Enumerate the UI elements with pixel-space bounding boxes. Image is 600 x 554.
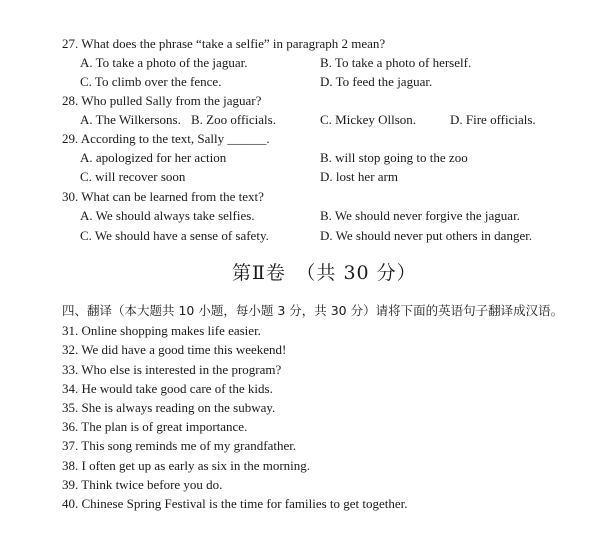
section-title: 第Ⅱ卷 （共 30 分） (232, 262, 417, 284)
translation-item-35: 35. She is always reading on the subway. (62, 400, 276, 415)
question-28-option-a: A. The Wilkersons. (80, 112, 181, 127)
question-28-option-c: C. Mickey Ollson. (320, 112, 417, 127)
translation-item-33: 33. Who else is interested in the program? (62, 362, 282, 377)
translation-item-40: 40. Chinese Spring Festival is the time for families to get together. (62, 496, 408, 511)
translation-item-36: 36. The plan is of great importance. (62, 419, 248, 434)
translation-item-37: 37. This song reminds me of my grandfather. (62, 438, 297, 453)
question-27-option-c: C. To climb over the fence. (80, 74, 222, 89)
question-29-option-d: D. lost her arm (320, 169, 398, 184)
question-30-stem: 30. What can be learned from the text? (62, 189, 264, 204)
translation-item-34: 34. He would take good care of the kids. (62, 381, 273, 396)
question-29-option-b: B. will stop going to the zoo (320, 150, 468, 165)
question-30-option-b: B. We should never forgive the jaguar. (320, 208, 520, 223)
question-30-option-a: A. We should always take selfies. (80, 208, 255, 223)
question-30-option-c: C. We should have a sense of safety. (80, 228, 269, 243)
question-27-stem: 27. What does the phrase “take a selfie” in paragraph 2 mean? (62, 36, 386, 51)
question-30-option-d: D. We should never put others in danger. (320, 228, 533, 243)
translation-item-32: 32. We did have a good time this weekend! (62, 342, 287, 357)
translation-item-31: 31. Online shopping makes life easier. (62, 323, 261, 338)
translation-item-39: 39. Think twice before you do. (62, 477, 223, 492)
question-28-stem: 28. Who pulled Sally from the jaguar? (62, 93, 262, 108)
question-27-option-a: A. To take a photo of the jaguar. (80, 55, 248, 70)
question-27-option-b: B. To take a photo of herself. (320, 55, 472, 70)
question-29-stem: 29. According to the text, Sally ______. (62, 131, 270, 146)
question-28-option-b: B. Zoo officials. (191, 112, 276, 127)
question-27-option-d: D. To feed the jaguar. (320, 74, 433, 89)
question-29-option-c: C. will recover soon (80, 169, 186, 184)
section-instruction: 四、翻译（本大题共 10 小题，每小题 3 分，共 30 分）请将下面的英语句子翻译成汉语。 (62, 303, 564, 318)
question-29-option-a: A. apologized for her action (80, 150, 227, 165)
question-28-option-d: D. Fire officials. (450, 112, 536, 127)
translation-item-38: 38. I often get up as early as six in the morning. (62, 458, 311, 473)
